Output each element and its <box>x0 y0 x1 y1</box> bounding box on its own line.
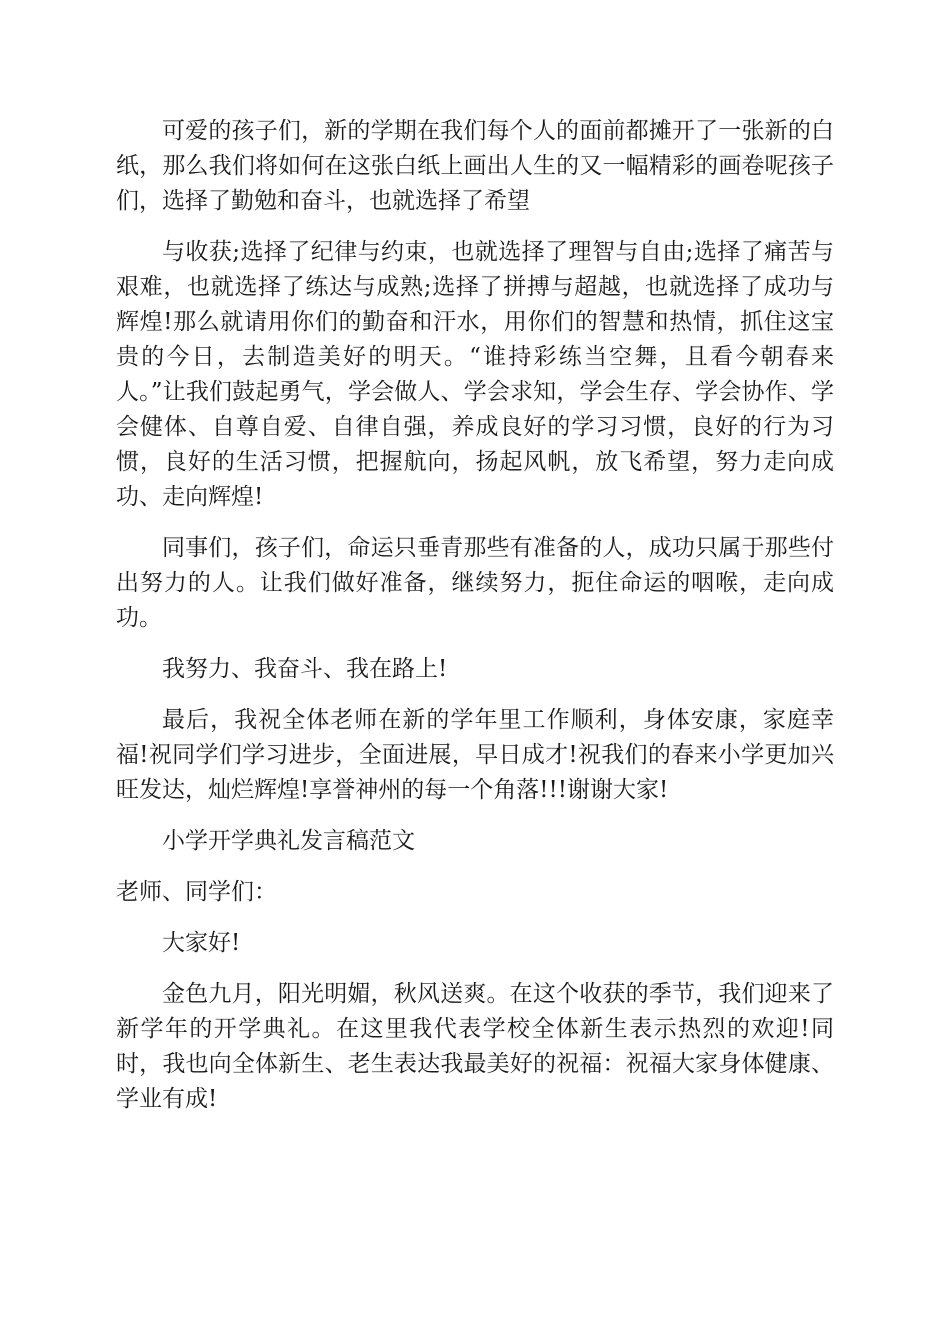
paragraph-motto: 我努力、我奋斗、我在路上! <box>162 656 448 682</box>
paragraph-destiny: 同事们，孩子们，命运只垂青那些有准备的人，成功只属于那些付出努力的人。让我们做好准备，继续努力，扼住命运的咽喉，走向成功。 <box>116 535 834 631</box>
document-body <box>116 114 834 1117</box>
greeting: 大家好! <box>162 930 241 956</box>
paragraph-gap <box>116 961 834 977</box>
paragraph-choices: 与收获;选择了纪律与约束，也就选择了理智与自由;选择了痛苦与艰难，也就选择了练达与成熟;选择了拼搏与超越，也就选择了成功与辉煌!那么就请用你们的勤奋和汗水，用你们的智慧和热情，抓住这宝贵的今日，去制造美好的明天。“谁持彩练当空舞，且看今朝春来人。”让我们鼓起勇气，学会做人、学会求知，学会生存、学会协作、学会健体、自尊自爱、自律自强，养成良好的学习习惯，良好的行为习惯，良好的生活习惯，把握航向，扬起风帆，放飞希望，努力走向成功、走向辉煌! <box>116 239 834 510</box>
paragraph-gap <box>116 910 834 926</box>
paragraph-gap <box>116 636 834 652</box>
paragraph-gap <box>116 219 834 235</box>
paragraph-gap <box>116 687 834 703</box>
paragraph-children-new-term: 可爱的孩子们，新的学期在我们每个人的面前都摊开了一张新的白纸，那么我们将如何在这张白纸上画出人生的又一幅精彩的画卷呢孩子们，选择了勤勉和奋斗，也就选择了希望 <box>116 118 834 214</box>
paragraph-closing-wishes: 最后，我祝全体老师在新的学年里工作顺利，身体安康，家庭幸福!祝同学们学习进步，全面进展，早日成才!祝我们的春来小学更加兴旺发达，灿烂辉煌!享誉神州的每一个角落!!!谢谢大家! <box>116 707 834 803</box>
salutation: 老师、同学们： <box>116 879 277 905</box>
paragraph-golden-september: 金色九月，阳光明媚，秋风送爽。在这个收获的季节，我们迎来了新学年的开学典礼。在这里我代表学校全体新生表示热烈的欢迎!同时，我也向全体新生、老生表达我最美好的祝福：祝福大家身体健康、学业有成! <box>116 981 834 1112</box>
section-title: 小学开学典礼发言稿范文 <box>162 828 415 854</box>
paragraph-gap <box>116 859 834 875</box>
paragraph-gap <box>116 515 834 531</box>
paragraph-gap <box>116 808 834 824</box>
